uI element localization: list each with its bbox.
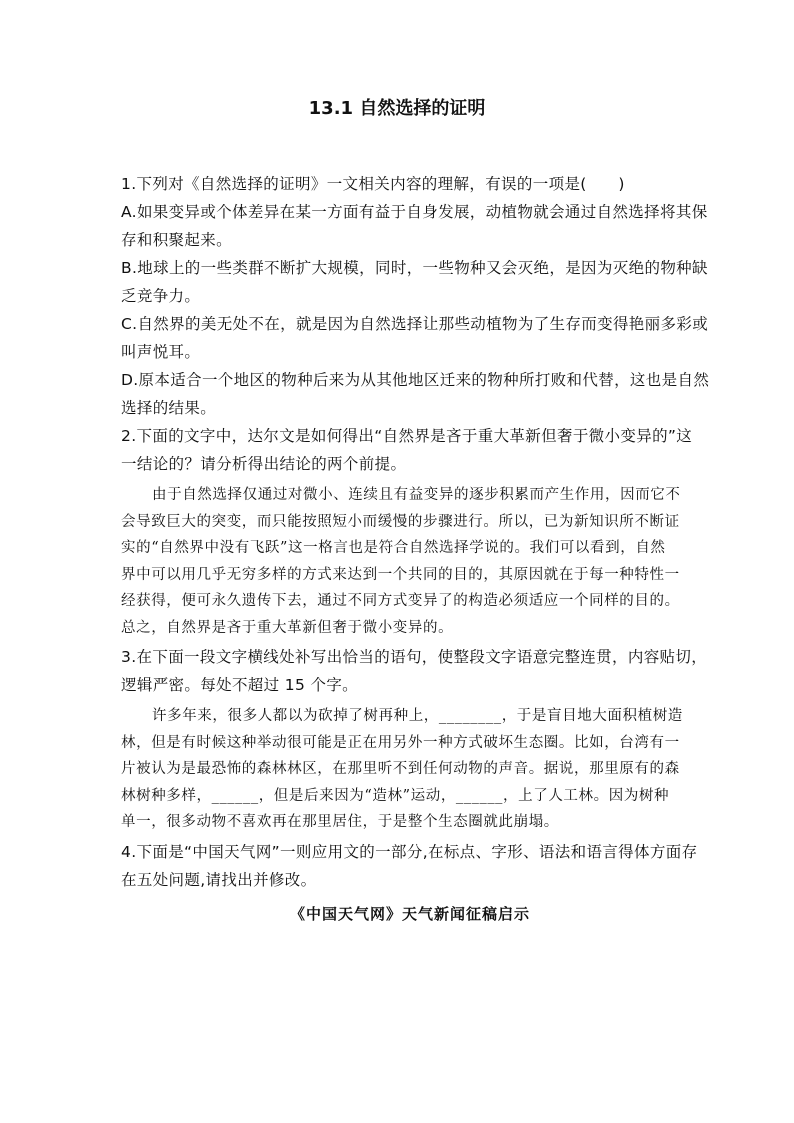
passage-line: 单一，很多动物不喜欢再在那里居住，于是整个生态圈就此崩塌。 <box>121 814 559 830</box>
passage-line: 界中可以用几乎无穷多样的方式来达到一个共同的目的，其原因就在于每一种特性一 <box>121 566 680 583</box>
passage-line: 片被认为是最恐怖的森林林区，在那里听不到任何动物的声音。据说，那里原有的森 <box>121 761 680 777</box>
option-b-line-1: B.地球上的一些类群不断扩大规模，同时，一些物种又会灭绝，是因为灭绝的物种缺 <box>121 259 708 277</box>
option-d-line-2: 选择的结果。 <box>121 399 217 417</box>
passage-line: 会导致巨大的突变，而只能按照短小而缓慢的步骤进行。所以，已为新知识所不断证 <box>121 513 680 530</box>
question-2-passage <box>121 482 699 641</box>
option-c-line-2: 叫声悦耳。 <box>121 343 201 361</box>
option-c-line-1: C.自然界的美无处不在，就是因为自然选择让那些动植物为了生存而变得艳丽多彩或 <box>121 315 709 333</box>
option-a-line-2: 存和积聚起来。 <box>121 231 232 249</box>
passage-line: 林树种多样，______，但是后来因为“造林”运动，______，上了人工林。因为树种 <box>121 787 670 804</box>
question-3-stem-line-1: 3.在下面一段文字横线处补写出恰当的语句，使整段文字语意完整连贯，内容贴切， <box>121 648 708 666</box>
question-3-stem-line-2: 逻辑严密。每处不超过 15 个字。 <box>121 676 359 694</box>
passage-line: 许多年来，很多人都以为砍掉了树再种上，________，于是盲目地大面积植树造 <box>152 708 683 724</box>
question-3-passage <box>121 703 699 836</box>
question-3 <box>121 643 708 836</box>
question-1-stem: 1.下列对《自然选择的证明》一文相关内容的理解，有误的一项是( ) <box>121 175 625 193</box>
page-title: 13.1 自然选择的证明 <box>308 98 486 119</box>
option-b-line-2: 乏竞争力。 <box>121 287 201 305</box>
question-4-stem-line-1: 4.下面是“中国天气网”一则应用文的一部分,在标点、字形、语法和语言得体方面存 <box>121 842 698 861</box>
question-4 <box>121 838 699 928</box>
question-1 <box>121 170 710 422</box>
notice-title: 《中国天气网》天气新闻征稿启示 <box>289 904 530 923</box>
option-a-line-1: A.如果变异或个体差异在某一方面有益于自身发展，动植物就会通过自然选择将其保 <box>121 203 708 221</box>
passage-line: 林，但是有时候这种举动很可能是正在用另外一种方式破坏生态圈。比如，台湾有一 <box>121 734 680 751</box>
passage-line: 由于自然选择仅通过对微小、连续且有益变异的逐步积累而产生作用，因而它不 <box>152 487 681 503</box>
passage-line: 经获得，便可永久遗传下去，通过不同方式变异了的构造必须适应一个同样的目的。 <box>121 593 680 609</box>
question-4-stem-line-2: 在五处问题,请找出并修改。 <box>121 870 317 889</box>
question-2 <box>121 422 699 641</box>
document-body <box>121 170 710 928</box>
option-d-line-1: D.原本适合一个地区的物种后来为从其他地区迁来的物种所打败和代替，这也是自然 <box>121 371 710 389</box>
question-2-stem-line-1: 2.下面的文字中，达尔文是如何得出“自然界是吝于重大革新但奢于微小变异的”这 <box>121 427 693 445</box>
passage-line: 总之，自然界是吝于重大革新但奢于微小变异的。 <box>121 619 454 636</box>
passage-line: 实的“自然界中没有飞跃”这一格言也是符合自然选择学说的。我们可以看到，自然 <box>121 540 666 556</box>
question-2-stem-line-2: 一结论的？请分析得出结论的两个前提。 <box>121 455 407 473</box>
